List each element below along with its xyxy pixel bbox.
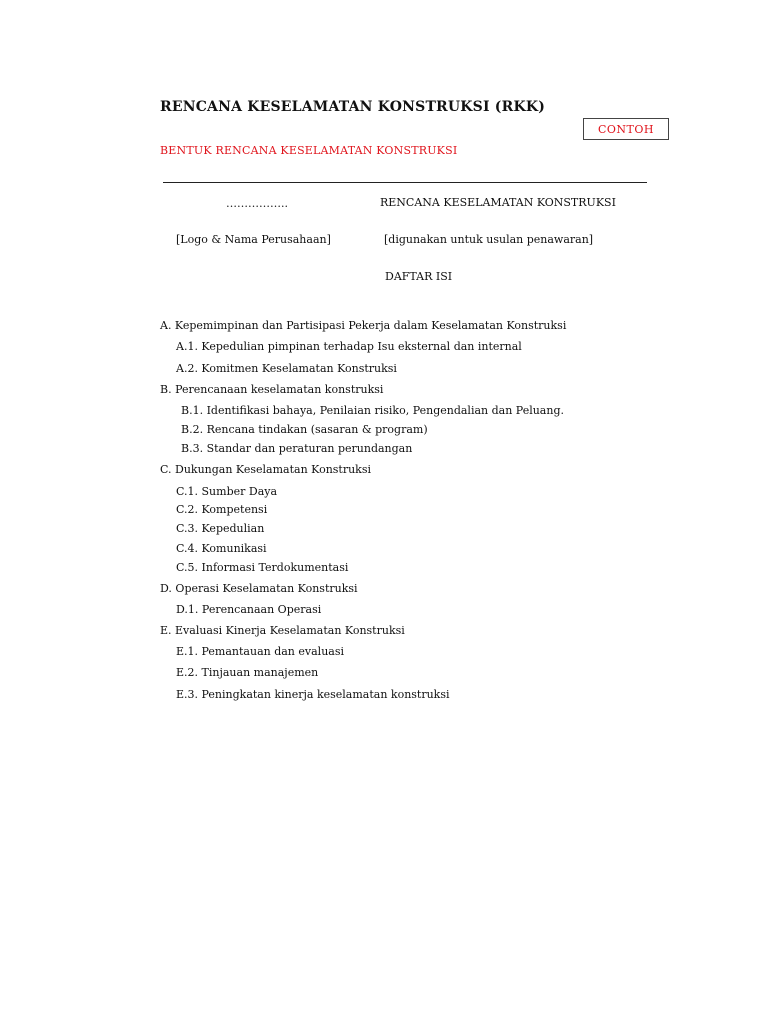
cover-doc-title: RENCANA KESELAMATAN KONSTRUKSI bbox=[380, 196, 616, 209]
toc-item-d: D. Operasi Keselamatan Konstruksi bbox=[160, 582, 358, 595]
dots-placeholder: …………….. bbox=[226, 197, 288, 210]
usage-note: [digunakan untuk usulan penawaran] bbox=[384, 233, 594, 246]
toc-item-c5: C.5. Informasi Terdokumentasi bbox=[176, 561, 349, 574]
toc-item-e1: E.1. Pemantauan dan evaluasi bbox=[176, 645, 344, 658]
toc-item-b3: B.3. Standar dan peraturan perundangan bbox=[181, 442, 413, 455]
toc-item-c2: C.2. Kompetensi bbox=[176, 503, 268, 516]
toc-item-b1: B.1. Identifikasi bahaya, Penilaian risiko, Pengendalian dan Peluang. bbox=[181, 404, 564, 417]
document-subtitle: BENTUK RENCANA KESELAMATAN KONSTRUKSI bbox=[160, 144, 458, 157]
toc-item-e3: E.3. Peningkatan kinerja keselamatan konstruksi bbox=[176, 688, 450, 701]
toc-item-a1: A.1. Kepedulian pimpinan terhadap Isu eksternal dan internal bbox=[176, 340, 522, 353]
toc-item-b: B. Perencanaan keselamatan konstruksi bbox=[160, 383, 384, 396]
toc-item-b2: B.2. Rencana tindakan (sasaran & program) bbox=[181, 423, 428, 436]
contoh-stamp: CONTOH bbox=[583, 118, 669, 140]
horizontal-rule bbox=[163, 182, 647, 183]
document-title: RENCANA KESELAMATAN KONSTRUKSI (RKK) bbox=[160, 99, 546, 115]
toc-item-c3: C.3. Kepedulian bbox=[176, 522, 265, 535]
toc-item-c: C. Dukungan Keselamatan Konstruksi bbox=[160, 463, 372, 476]
toc-item-a2: A.2. Komitmen Keselamatan Konstruksi bbox=[176, 362, 397, 375]
toc-item-c1: C.1. Sumber Daya bbox=[176, 485, 278, 498]
toc-item-e: E. Evaluasi Kinerja Keselamatan Konstruksi bbox=[160, 624, 405, 637]
toc-item-d1: D.1. Perencanaan Operasi bbox=[176, 603, 322, 616]
logo-placeholder: [Logo & Nama Perusahaan] bbox=[176, 233, 331, 246]
toc-item-e2: E.2. Tinjauan manajemen bbox=[176, 666, 319, 679]
toc-heading: DAFTAR ISI bbox=[385, 270, 453, 283]
toc-item-c4: C.4. Komunikasi bbox=[176, 542, 267, 555]
toc-item-a: A. Kepemimpinan dan Partisipasi Pekerja dalam Keselamatan Konstruksi bbox=[160, 319, 567, 332]
